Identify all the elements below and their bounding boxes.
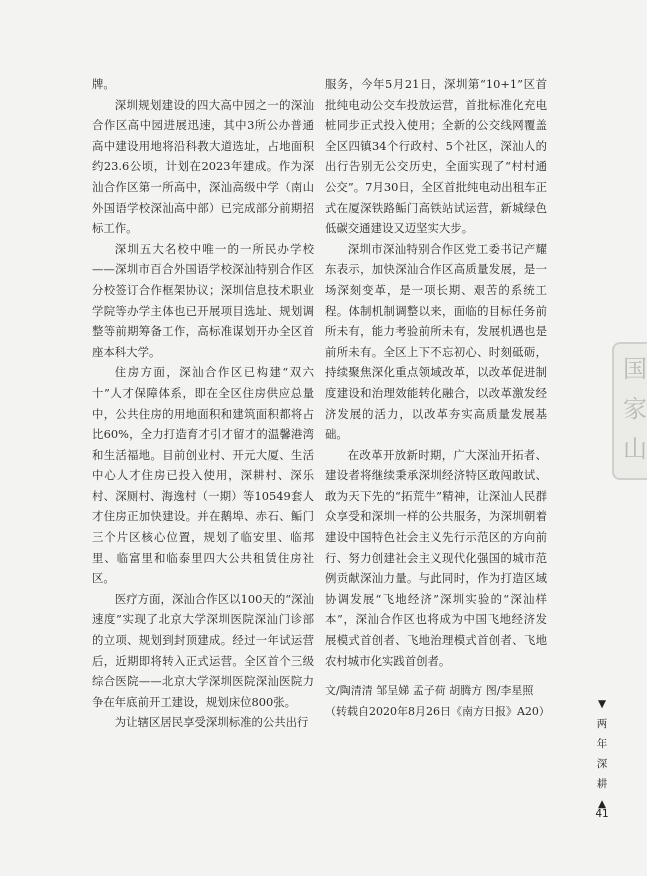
section-tag-char: 深 (596, 758, 608, 770)
paragraph: 为让辖区居民享受深圳标准的公共出行 (114, 715, 309, 730)
seal-glyph: 山 (623, 435, 647, 463)
section-tag-char: 两 (596, 718, 608, 730)
seal-glyph: 家 (623, 395, 647, 423)
paragraph: 在改革开放新时期，广大深汕开拓者、建设者将继续秉承深圳经济特区敢闯敢试、敢为天下先的“拓荒牛”精神，让深汕人民群众享受和深圳一样的公共服务，为深圳朝着建设中国特色社会主义先行示范区的方向前行、努力创建社会主义现代化强国的城市范例贡献深汕力量。与此同时，作为打造区域协调发展“飞地经济”深圳实验的“深汕样本”，深汕合作区也将成为中国飞地经济发展模式首创者、飞地治理模式首创者、飞地农村城市化实践首创者。 (325, 447, 547, 668)
paragraph: 深圳市深汕特别合作区党工委书记产耀东表示，加快深汕合作区高质量发展，是一场深刻变革，是一项长期、艰苦的系统工程。体制机制调整以来，面临的目标任务前所未有，能力考验前所未有，发展机遇也是前所未有。全区上下不忘初心、时刻砥砺，持续聚焦深化重点领域改革，以改革促进制度建设和治理效能转化融合，以改革激发经济发展的活力，以改革夯实高质量发展基础。 (325, 241, 547, 442)
paragraph: 服务，今年5月21日，深圳第“10+1”区首批纯电动公交车投放运营，首批标准化充电桩同步正式投入使用；全新的公交线网覆盖全区四镇34个行政村、5个社区，深汕人的出行告别无公交历史，全面实现了“村村通公交”。7月30日，全区首批纯电动出租车正式在厦深铁路鲘门高铁站试运营，新城绿色低碳交通建设又迈坚实大步。 (325, 77, 547, 236)
paragraph: 住房方面，深汕合作区已构建“双六十”人才保障体系，即在全区住房供应总量中，公共住房的用地面积和建筑面积都将占比60%，全力打造育才引才留才的温馨港湾和生活福地。目前创业村、开元大厦、生活中心人才住房已投入使用，深耕村、深乐村、深厕村、海逸村（一期）等10549套人才住房正加快建设。并在鹅埠、赤石、鲘门三个片区核心位置，规划了临安里、临邦里、临富里和临泰里四大公共租赁住房社区。 (92, 365, 314, 586)
section-tag-char: 耕 (596, 778, 608, 790)
seal-glyph: 国 (623, 355, 647, 383)
section-tag-char: 年 (596, 738, 608, 750)
source-credit: （转载自2020年8月26日《南方日报》A20） (325, 704, 550, 718)
section-tag (591, 694, 613, 814)
author-credit: 文/陶清清 邹呈娣 孟子荷 胡腾方 图/李星照 (325, 684, 534, 698)
page-number: 41 (595, 808, 609, 820)
paragraph: 深圳规划建设的四大高中园之一的深汕合作区高中园进展迅速，其中3所公办普通高中建设用地将沿科教大道选址，占地面积约23.6公顷，计划在2023年建成。作为深汕合作区第一所高中，深汕高级中学（南山外国语学校深汕高中部）已完成部分前期招标工作。 (92, 97, 314, 236)
decorative-seal (612, 342, 647, 480)
left-column (92, 74, 314, 733)
paragraph: 牌。 (92, 77, 115, 91)
paragraph: 深圳五大名校中唯一的一所民办学校——深圳市百合外国语学校深汕特别合作区分校签订合作框架协议；深圳信息技术职业学院等办学主体也已开展项目选址、规划调整等前期筹备工作，高标准谋划开办全区首座本科大学。 (92, 241, 314, 359)
paragraph: 医疗方面，深汕合作区以100天的“深汕速度”实现了北京大学深圳医院深汕门诊部的立项、规划到封顶建成。经过一年试运营后，近期即将转入正式运营。全区首个三级综合医院——北京大学深圳医院深汕医院力争在年底前开工建设，规划床位800张。 (92, 591, 314, 709)
arrow-down-icon: ▼ (597, 698, 607, 710)
arrow-up-icon: ▲ (597, 798, 607, 810)
right-column (325, 74, 550, 722)
